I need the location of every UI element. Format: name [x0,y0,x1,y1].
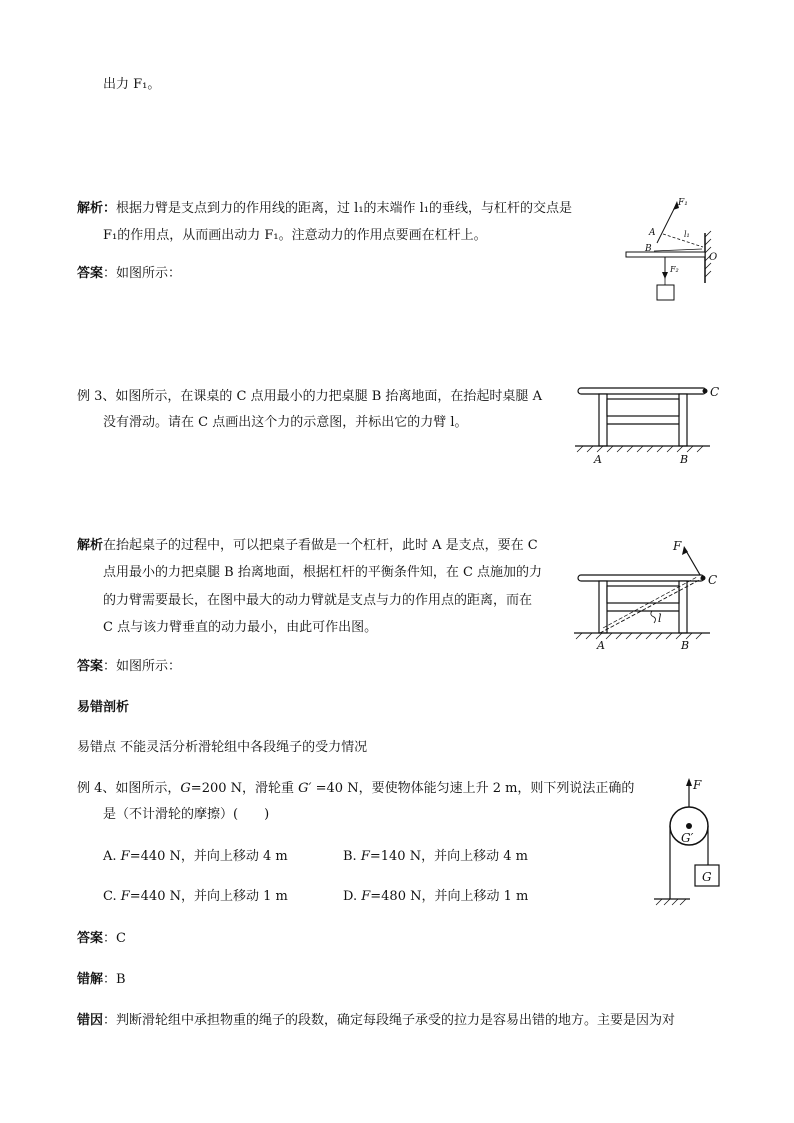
label-gp: G′ [681,831,694,845]
answer-label: 答案 [77,659,104,674]
cause-text: ：判断滑轮组中承担物重的绳子的段数，确定每段绳子承受的拉力是容易出错的地方。主要是因为对 [103,1013,676,1028]
analysis2-line3: 的力臂需要最长，在图中最大的动力臂就是支点与力的作用点的距离，而在 [103,593,533,608]
label-b: B [645,244,652,254]
analysis2-line2: 点用最小的力把桌腿 B 抬离地面，根据杠杆的平衡条件知，在 C 点施加的力 [103,565,543,580]
analysis2-text1: 在抬起桌子的过程中，可以把桌子看做是一个杠杆，此时 A 是支点，要在 C [103,538,538,553]
label-b: B [681,639,690,652]
arm-brace [651,611,656,623]
option-symbol: F [120,849,130,864]
label-b: B [680,453,689,466]
example3-line2: 没有滑动。请在 C 点画出这个力的示意图，并标出它的力臂 l。 [103,415,468,430]
option-key: C. [103,889,121,904]
weight-box [657,285,674,300]
pulley-axle [686,823,692,829]
answer-text: ：C [103,931,126,946]
analysis1-line2: F₁的作用点，从而画出动力 F₁。注意动力的作用点要画在杠杆上。 [103,228,487,243]
option-text: =140 N，并向上移动 4 m [369,849,528,864]
example4-mid1: =200 N，滑轮重 [190,781,299,796]
wrong-label: 错解 [77,972,104,987]
label-c: C [710,385,720,399]
answer-text: ：如图所示： [103,659,182,674]
analysis1-line1 [77,200,572,218]
error-point: 易错点 不能灵活分析滑轮组中各段绳子的受力情况 [77,740,368,755]
right-leg [679,394,687,446]
answer1 [77,265,181,283]
analysis1-text1: 根据力臂是支点到力的作用线的距离，过 l₁的末端作 l₁的垂线，与杠杆的交点是 [116,201,573,216]
cause-label: 错因 [77,1013,104,1028]
option-text: =440 N，并向上移动 4 m [129,849,288,864]
error-cause [77,1012,675,1030]
option-c [103,888,288,906]
option-symbol: F [361,889,371,904]
example4-line2: 是（不计滑轮的摩擦）( ) [103,807,270,822]
answer3 [77,930,126,948]
point-c [703,389,708,394]
lever-diag [654,249,702,251]
example3-line1: 例 3、如图所示，在课桌的 C 点用最小的力把桌腿 B 抬离地面，在抬起时桌腿 A [77,389,542,404]
label-l: l [658,612,662,625]
label-a: A [594,453,602,466]
continued-text: 出力 F₁。 [103,77,161,92]
analysis2-line1 [77,537,538,555]
analysis-colon: ： [103,201,117,216]
answer-label: 答案 [77,266,104,281]
label-f: F [673,539,682,553]
option-text: =480 N，并向上移动 1 m [370,889,529,904]
analysis2-line4: C 点与该力臂垂直的动力最小，由此可作出图。 [103,620,378,635]
answer-label: 答案 [77,931,104,946]
right-leg [679,581,687,633]
label-l1: l₁ [684,230,690,239]
example4-line1 [77,780,634,798]
label-a: A [597,639,605,652]
option-key: A. [103,849,121,864]
option-a [103,848,288,866]
left-leg [599,581,607,633]
label-a: A [649,228,656,238]
option-b [343,848,528,866]
desk-figure [575,384,720,464]
answer2 [77,658,181,676]
label-f: F [693,778,702,792]
option-symbol: F [120,889,130,904]
wrong-answer [77,971,126,989]
desk-force-figure [572,536,722,651]
desk-drawer [607,586,679,603]
section-title: 易错剖析 [77,700,130,715]
label-c: C [708,573,718,587]
option-d [343,888,528,906]
arm-l1 [663,234,703,247]
option-symbol: F [360,849,370,864]
lever-bar [626,252,705,257]
example4-mid2: =40 N，要使物体能匀速上升 2 m，则下列说法正确的 [311,781,635,796]
desk-top [578,388,706,394]
example4-prefix: 例 4、如图所示， [77,781,181,796]
option-key: B. [343,849,361,864]
desk-top [578,575,704,581]
analysis-label: 解析 [77,201,104,216]
label-g: G [702,870,712,884]
lever-figure [620,193,720,305]
option-key: D. [343,889,362,904]
wrong-text: ：B [103,972,126,987]
pulley-figure [650,775,730,910]
label-o: O [709,252,718,263]
symbol-gp: G′ [298,781,312,796]
force-f-arrowhead [686,778,692,786]
ground-hatch [577,446,703,452]
label-f1: F₁ [678,198,688,208]
option-text: =440 N，并向上移动 1 m [129,889,288,904]
analysis-label: 解析 [77,538,104,553]
left-leg [599,394,607,446]
desk-drawer [607,399,679,416]
symbol-g: G [180,781,191,796]
answer-text: ：如图所示： [103,266,182,281]
ground-hatch [656,899,686,905]
label-f2: F₂ [670,265,679,274]
